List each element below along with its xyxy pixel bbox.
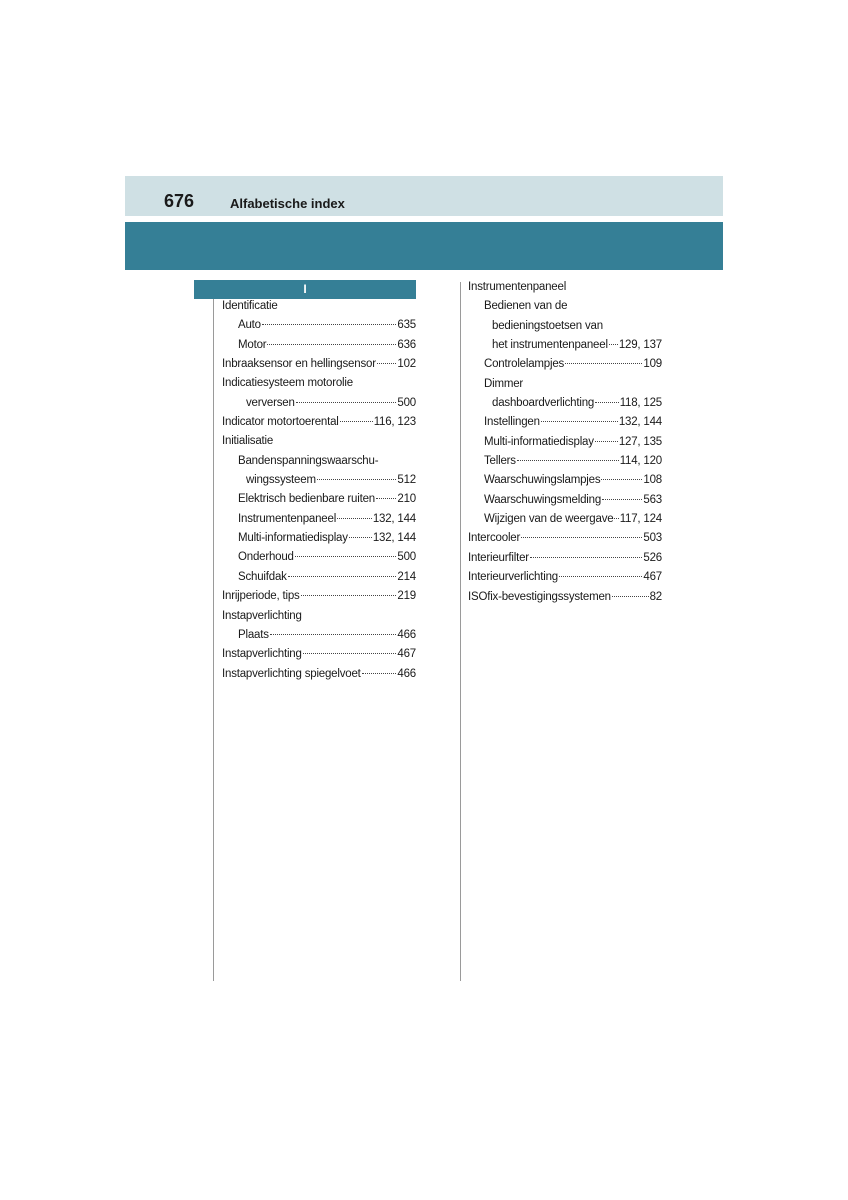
index-entry [222,610,416,629]
index-entry [222,455,416,474]
index-entry-label: Instrumentenpaneel [238,512,337,525]
dot-leader [267,344,396,345]
index-entry-pages: 117, 124 [619,513,662,526]
index-entry-pages: 500 [397,551,416,564]
dot-leader [602,499,642,500]
dot-leader [270,634,397,635]
index-entry-label: Inbraaksensor en hellingsensor [222,358,376,371]
index-entry-label: Onderhoud [238,551,294,564]
index-entry-pages: 500 [397,396,416,409]
index-entry [222,377,416,396]
dot-leader [317,479,397,480]
index-entry-pages: 114, 120 [619,455,662,468]
index-column-left [222,300,416,687]
dot-leader [362,673,397,674]
index-entry-label: Dimmer [484,377,524,390]
column-divider-right [460,282,461,981]
index-entry [468,455,662,474]
index-entry-pages: 118, 125 [619,397,662,410]
index-entry-pages: 503 [643,532,662,545]
dot-leader [340,421,373,422]
index-entry-label: Instrumentenpaneel [468,281,567,293]
index-entry [468,397,662,416]
index-entry-label: Bandenspanningswaarschu- [238,454,379,467]
header-band [125,176,723,216]
index-entry-label: Waarschuwingslampjes [484,474,601,487]
index-entry-label: Instapverlichting [222,648,302,661]
index-entry-pages: 467 [397,648,416,661]
index-entry-label: Instapverlichting [222,609,302,622]
dot-leader [609,344,618,345]
index-entry-label: bedieningstoetsen van [492,319,603,332]
dot-leader [303,653,397,654]
index-entry [222,300,416,319]
index-entry-pages: 109 [643,358,662,371]
dot-leader [295,556,397,557]
index-entry-label: Multi-informatiedisplay [484,435,594,448]
index-entry-label: Waarschuwingsmelding [484,493,602,506]
index-entry [222,571,416,590]
column-divider-left [213,299,214,981]
section-title: Alfabetische index [230,196,345,211]
index-entry-pages: 82 [649,590,662,603]
index-entry-pages: 466 [397,628,416,641]
index-entry-label: Multi-informatiedisplay [238,532,348,545]
index-entry-pages: 132, 144 [618,416,662,429]
dot-leader [559,576,642,577]
index-column-right [468,281,662,610]
index-entry-label: dashboardverlichting [492,397,595,410]
index-entry-label: Elektrisch bedienbare ruiten [238,493,375,506]
dot-leader [262,324,397,325]
dot-leader [337,518,372,519]
index-entry-label: Instapverlichting spiegelvoet [222,667,361,680]
index-entry-label: Identificatie [222,300,278,312]
index-entry-label: Plaats [238,628,269,641]
index-entry [468,281,662,300]
index-entry-pages: 210 [397,493,416,506]
index-entry-label: Tellers [484,455,516,468]
index-entry-pages: 116, 123 [373,416,416,429]
index-entry-pages: 214 [397,570,416,583]
index-entry [468,339,662,358]
index-entry [222,435,416,454]
index-entry-pages: 108 [643,474,662,487]
index-entry-label: Interieurverlichting [468,571,558,584]
index-entry [222,474,416,493]
page-number: 676 [164,191,195,211]
index-entry-label: Motor [238,338,267,351]
index-entry-label: Schuifdak [238,570,287,583]
index-entry-label: Intercooler [468,532,521,545]
index-entry [468,494,662,513]
index-entry-label: wingssysteem [246,474,316,487]
index-entry-pages: 102 [397,358,416,371]
index-entry [222,319,416,338]
dot-leader [601,479,642,480]
dot-leader [541,421,618,422]
index-entry [222,513,416,532]
index-entry [468,474,662,493]
index-entry [468,320,662,339]
index-entry [468,591,662,610]
index-entry-pages: 466 [397,667,416,680]
dot-leader [595,402,619,403]
index-entry-label: Wijzigen van de weergave [484,513,614,526]
dot-leader [612,596,649,597]
index-entry-label: Interieurfilter [468,551,529,564]
index-entry-pages: 132, 144 [372,532,416,545]
index-letter-heading: I [194,280,416,299]
dot-leader [614,518,618,519]
index-entry [222,551,416,570]
index-entry [222,358,416,377]
index-entry [222,339,416,358]
index-entry-label: Initialisatie [222,435,274,448]
index-entry-label: Bedienen van de [484,300,568,313]
index-entry [222,668,416,687]
dot-leader [595,441,618,442]
index-entry-label: Auto [238,319,261,332]
index-entry [222,629,416,648]
index-entry-label: verversen [246,396,295,409]
index-entry [468,513,662,532]
index-entry-pages: 563 [643,493,662,506]
index-entry [222,416,416,435]
index-entry-pages: 636 [397,338,416,351]
index-entry-pages: 129, 137 [618,339,662,352]
index-entry [468,571,662,590]
dot-leader [376,498,396,499]
dot-leader [517,460,619,461]
index-entry [222,590,416,609]
dot-leader [521,537,642,538]
index-entry [222,397,416,416]
index-entry-pages: 512 [397,474,416,487]
dot-leader [301,595,397,596]
index-entry [222,648,416,667]
index-entry-label: ISOfix-bevestigingssystemen [468,590,611,603]
index-entry [468,416,662,435]
index-entry-label: Controlelampjes [484,358,565,371]
index-entry-label: het instrumentenpaneel [492,339,608,352]
dot-leader [377,363,397,364]
index-entry-pages: 127, 135 [618,435,662,448]
index-entry [468,358,662,377]
dot-leader [565,363,642,364]
index-entry [468,532,662,551]
dot-leader [288,576,397,577]
index-entry [468,552,662,571]
index-entry-pages: 219 [397,590,416,603]
index-entry [222,532,416,551]
dot-leader [296,402,397,403]
index-entry [468,436,662,455]
index-entry-label: Indicator motortoerental [222,416,339,429]
index-entry [468,378,662,397]
dot-leader [349,537,372,538]
index-entry-pages: 526 [643,551,662,564]
index-entry-label: Indicatiesysteem motorolie [222,377,353,390]
index-entry [468,300,662,319]
index-entry-pages: 132, 144 [372,512,416,525]
index-entry-pages: 467 [643,571,662,584]
index-entry [222,493,416,512]
index-entry-label: Inrijperiode, tips [222,590,300,603]
index-entry-pages: 635 [397,319,416,332]
dot-leader [530,557,642,558]
header-accent-band [125,222,723,270]
index-entry-label: Instellingen [484,416,540,429]
